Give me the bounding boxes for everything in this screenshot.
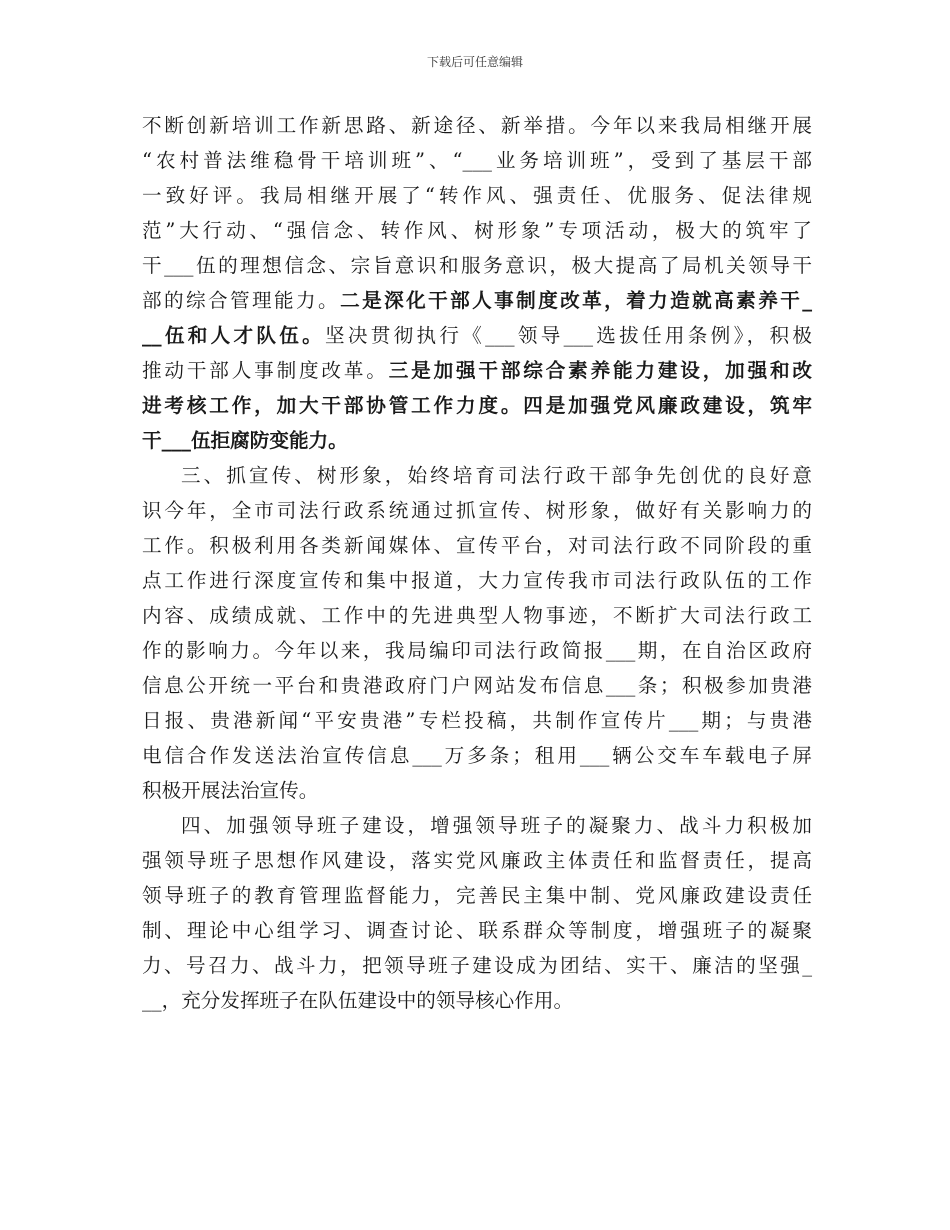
- text-line: 不断创新培训工作新思路、新途径、新举措。今年以来我局相继开展: [142, 114, 812, 137]
- text-line: 电信合作发送法治宣传信息___万多条；租用___辆公交车车载电子屏: [142, 744, 812, 767]
- text-line: 日报、贵港新闻“平安贵港”专栏投稿，共制作宣传片___期；与贵港: [142, 709, 812, 732]
- text-bold: 二是深化干部人事制度改革，着力造就高素养干_: [340, 289, 813, 312]
- text-line: 工作。积极利用各类新闻媒体、宣传平台，对司法行政不同阶段的重: [142, 534, 812, 557]
- text-line: [142, 318, 812, 353]
- text-line: 积极开展法治宣传。: [142, 779, 319, 802]
- text-normal: 推动干部人事制度改革。: [142, 359, 389, 382]
- text-line: 干___伍的理想信念、宗旨意识和服务意识，极大提高了局机关领导干: [142, 254, 812, 277]
- text-line: “农村普法维稳骨干培训班”、“___业务培训班”，受到了基层干部: [142, 149, 812, 172]
- text-line: 内容、成绩成就、工作中的先进典型人物事迹，不断扩大司法行政工: [142, 604, 812, 627]
- text-line: [142, 283, 812, 318]
- text-bold: __伍和人才队伍。: [142, 324, 326, 347]
- text-normal: 部的综合管理能力。: [142, 289, 341, 312]
- text-normal: 坚决贯彻执行《___领导___选拔任用条例》，积极: [325, 324, 812, 347]
- document-body: [142, 108, 812, 1018]
- text-line: 进考核工作，加大干部协管工作力度。四是加强党风廉政建设，筑牢: [142, 394, 812, 417]
- page-header: 下载后可任意编辑: [426, 55, 523, 69]
- text-line: [142, 353, 812, 388]
- text-line: 范”大行动、“强信念、转作风、树形象”专项活动，极大的筑牢了: [142, 219, 812, 242]
- text-line: 作的影响力。今年以来，我局编印司法行政简报___期，在自治区政府: [142, 639, 812, 662]
- paragraph-heading-4: 四、加强领导班子建设，增强领导班子的凝聚力、战斗力积极加: [181, 814, 812, 837]
- text-line: 强领导班子思想作风建设，落实党风廉政主体责任和监督责任，提高: [142, 849, 812, 872]
- text-line: 一致好评。我局相继开展了“转作风、强责任、优服务、促法律规: [142, 184, 812, 207]
- text-line: 力、号召力、战斗力，把领导班子建设成为团结、实干、廉洁的坚强_: [142, 954, 812, 977]
- text-line: 制、理论中心组学习、调查讨论、联系群众等制度，增强班子的凝聚: [142, 919, 812, 942]
- text-bold: 三是加强干部综合素养能力建设，加强和改: [388, 359, 813, 382]
- text-line: 识今年，全市司法行政系统通过抓宣传、树形象，做好有关影响力的: [142, 499, 812, 522]
- text-line: 信息公开统一平台和贵港政府门户网站发布信息___条；积极参加贵港: [142, 674, 812, 697]
- text-line: 干___伍拒腐防变能力。: [142, 429, 348, 452]
- text-line: __，充分发挥班子在队伍建设中的领导核心作用。: [142, 989, 574, 1012]
- text-line: 点工作进行深度宣传和集中报道，大力宣传我市司法行政队伍的工作: [142, 569, 812, 592]
- text-line: 领导班子的教育管理监督能力，完善民主集中制、党风廉政建设责任: [142, 884, 812, 907]
- paragraph-heading-3: 三、抓宣传、树形象，始终培育司法行政干部争先创优的良好意: [181, 464, 812, 487]
